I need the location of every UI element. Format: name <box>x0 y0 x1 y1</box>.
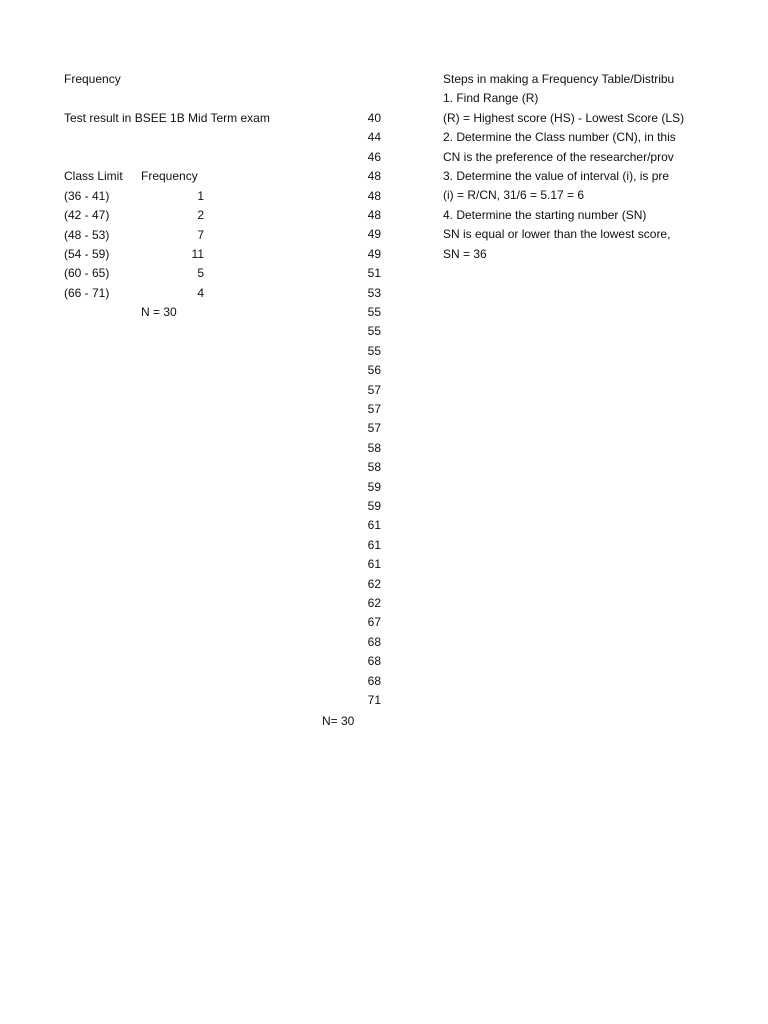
frequency-total: N = 30 <box>141 305 177 319</box>
score-value: 68 <box>367 654 381 669</box>
score-value: 49 <box>367 246 381 261</box>
class-limit: (42 - 47) <box>64 208 110 222</box>
class-limit: (36 - 41) <box>64 189 110 203</box>
step-line: (R) = Highest score (HS) - Lowest Score (LS) <box>443 110 685 125</box>
class-frequency: 11 <box>191 247 204 261</box>
score-value: 46 <box>367 149 381 164</box>
step-line: 2. Determine the Class number (CN), in this <box>443 130 676 145</box>
step-line: 3. Determine the value of interval (i), is pre <box>443 168 670 183</box>
table-row <box>64 286 204 300</box>
table-row <box>64 208 204 222</box>
score-value: 55 <box>367 343 381 358</box>
class-frequency: 5 <box>197 266 204 280</box>
class-frequency: 2 <box>197 208 204 222</box>
score-value: 57 <box>367 402 381 416</box>
score-value: 62 <box>367 576 381 591</box>
col-header-frequency: Frequency <box>141 169 198 183</box>
score-total: N= 30 <box>322 714 355 728</box>
table-row <box>64 266 204 280</box>
score-value: 56 <box>367 363 381 378</box>
score-value: 55 <box>367 305 381 319</box>
score-value: 53 <box>367 285 381 300</box>
class-frequency: 1 <box>197 189 204 203</box>
step-line: (i) = R/CN, 31/6 = 5.17 = 6 <box>443 188 585 203</box>
class-limit: (54 - 59) <box>64 247 110 261</box>
class-limit: (66 - 71) <box>64 286 110 300</box>
score-value: 57 <box>367 421 381 436</box>
score-value: 40 <box>367 111 381 125</box>
step-line: CN is the preference of the researcher/prov <box>443 149 674 164</box>
class-frequency: 7 <box>197 228 204 242</box>
score-value: 61 <box>367 537 381 552</box>
score-value: 48 <box>367 169 381 184</box>
score-value: 58 <box>367 440 381 455</box>
class-frequency: 4 <box>197 286 204 300</box>
score-value: 57 <box>367 382 381 397</box>
class-limit: (60 - 65) <box>64 266 110 280</box>
table-row <box>64 247 204 261</box>
step-line: SN = 36 <box>443 246 487 261</box>
score-value: 62 <box>367 596 381 610</box>
step-line: SN is equal or lower than the lowest score, <box>443 227 671 242</box>
steps-title: Steps in making a Frequency Table/Distribu <box>443 72 675 86</box>
score-value: 71 <box>367 693 381 707</box>
score-value: 44 <box>367 130 381 145</box>
table-row <box>64 228 204 242</box>
score-value: 68 <box>367 634 381 649</box>
step-line: 1. Find Range (R) <box>443 91 539 106</box>
step-line: 4. Determine the starting number (SN) <box>443 207 647 222</box>
page-subtitle: Test result in BSEE 1B Mid Term exam <box>64 111 270 125</box>
score-value: 48 <box>367 188 381 203</box>
score-value: 59 <box>367 499 381 513</box>
class-limit: (48 - 53) <box>64 228 110 242</box>
score-value: 55 <box>367 324 381 339</box>
steps-panel <box>443 72 688 266</box>
score-value: 49 <box>367 227 381 242</box>
col-header-class-limit: Class Limit <box>64 169 123 183</box>
score-value: 61 <box>367 557 381 572</box>
table-row <box>64 189 204 203</box>
page-heading: Frequency <box>64 72 121 86</box>
score-value: 61 <box>367 518 381 533</box>
score-value: 51 <box>367 266 381 281</box>
score-value: 59 <box>367 479 381 494</box>
score-value: 68 <box>367 673 381 688</box>
score-value: 67 <box>367 615 381 630</box>
score-value: 58 <box>367 460 381 475</box>
score-value: 48 <box>367 208 381 222</box>
